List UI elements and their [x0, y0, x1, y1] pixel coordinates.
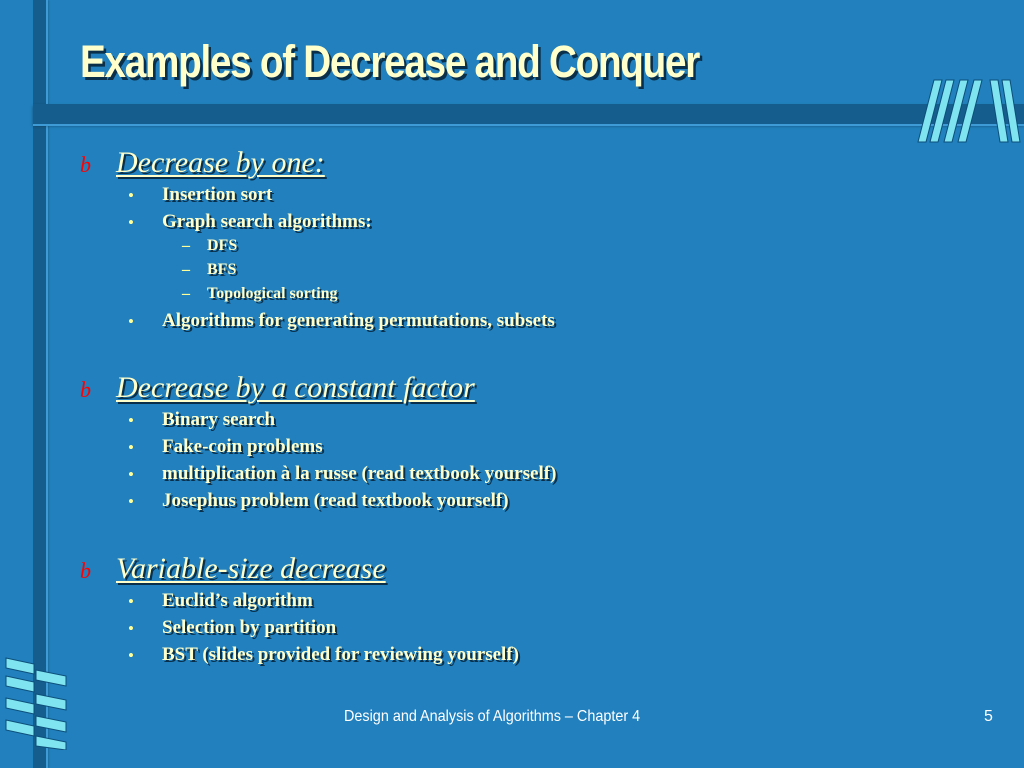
section-heading-text: Variable-size decrease — [116, 552, 386, 585]
slide-footer: Design and Analysis of Algorithms – Chapter 4 — [344, 708, 641, 725]
sub-list-item-text: DFS — [207, 237, 238, 254]
bullet-dot-icon: • — [128, 492, 134, 511]
bullet-dot-icon: • — [128, 438, 134, 457]
page-number: 5 — [984, 708, 993, 725]
sub-list-item-text: Topological sorting — [207, 285, 338, 302]
dash-bullet-icon: – — [182, 285, 190, 302]
stripes-logo-icon — [912, 78, 1024, 144]
bullet-b-icon: b — [80, 558, 91, 583]
list-item-text: Graph search algorithms: — [162, 211, 372, 232]
list-item-text: BST (slides provided for reviewing yourself) — [162, 644, 519, 665]
dash-bullet-icon: – — [182, 261, 190, 278]
bullet-dot-icon: • — [128, 592, 134, 611]
bullet-b-icon: b — [80, 377, 91, 402]
section-heading-text: Decrease by one: — [116, 146, 325, 179]
bullet-dot-icon: • — [128, 465, 134, 484]
bullet-dot-icon: • — [128, 186, 134, 205]
list-item-text: Insertion sort — [162, 184, 273, 205]
bullet-dot-icon: • — [128, 213, 134, 232]
list-item-text: Josephus problem (read textbook yourself) — [162, 490, 509, 511]
sub-list-item-text: BFS — [207, 261, 237, 278]
list-item-text: Algorithms for generating permutations, subsets — [162, 310, 555, 331]
title-divider-highlight — [33, 124, 1024, 126]
slide-title: Examples of Decrease and Conquer — [80, 36, 700, 87]
section-heading-text: Decrease by a constant factor — [116, 371, 475, 404]
bullet-dot-icon: • — [128, 312, 134, 331]
stripes-corner-icon — [0, 654, 72, 750]
list-item-text: Fake-coin problems — [162, 436, 323, 457]
bullet-dot-icon: • — [128, 619, 134, 638]
list-item-text: Selection by partition — [162, 617, 337, 638]
bullet-dot-icon: • — [128, 411, 134, 430]
bullet-b-icon: b — [80, 152, 91, 177]
bullet-dot-icon: • — [128, 646, 134, 665]
list-item-text: Binary search — [162, 409, 276, 430]
list-item-text: Euclid’s algorithm — [162, 590, 313, 611]
dash-bullet-icon: – — [182, 237, 190, 254]
list-item-text: multiplication à la russe (read textbook yourself) — [162, 463, 557, 484]
title-divider-bar — [33, 104, 1024, 124]
